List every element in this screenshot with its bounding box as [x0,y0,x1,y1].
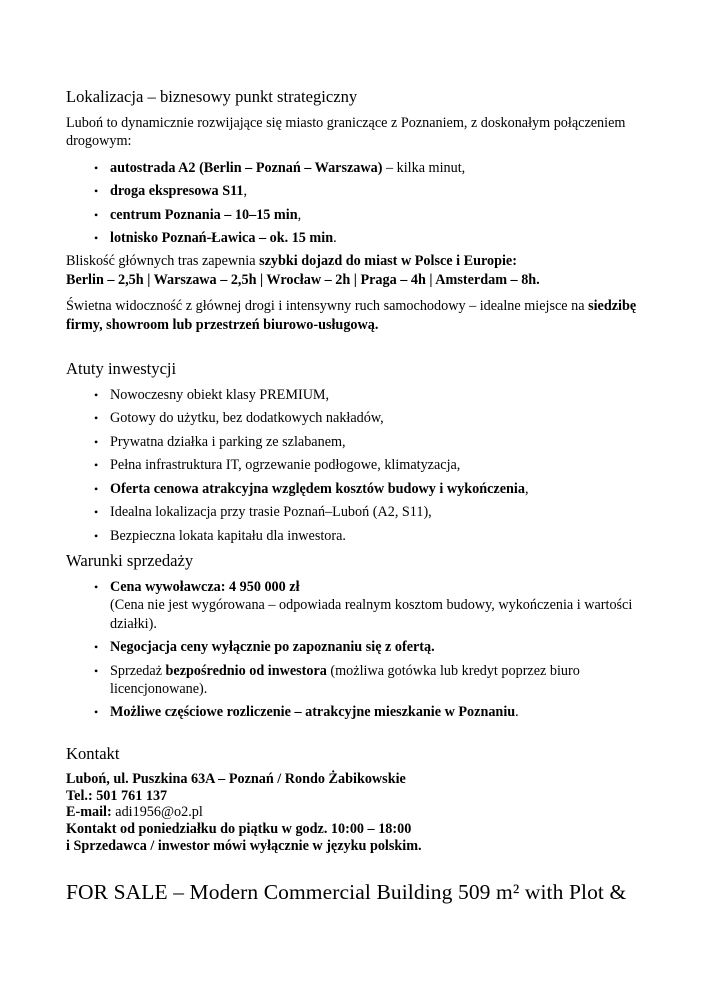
list-item [110,182,659,200]
bold-text: i Sprzedawca / inwestor mówi wyłącznie w języku polskim. [66,837,422,854]
paragraph [66,114,659,151]
list-item [110,578,659,633]
bold-text: Możliwe częściowe rozliczenie – atrakcyjne mieszkanie w Poznaniu [110,704,516,721]
text: Świetna widoczność z głównej drogi i intensywny ruch samochodowy – idealne miejsce na [66,298,589,315]
text: , [297,206,302,223]
text: Prywatna działka i parking ze szlabanem, [110,433,346,450]
bold-text: droga ekspresowa S11 [110,183,244,200]
bold-text: siedzibę firmy, showroom lub przestrzeń biurowo-usługową. [66,298,637,333]
text: . [333,230,337,247]
bold-text: Tel.: 501 761 137 [66,787,168,804]
bold-text: centrum Poznania – 10–15 min [110,206,298,223]
blank-line [66,855,659,871]
list-item [110,159,659,177]
bold-text: bezpośrednio od inwestora [165,662,327,679]
list-item [110,386,659,404]
text: – kilka minut, [382,159,466,176]
list-item [110,433,659,451]
list-item [110,703,659,721]
paragraph [66,297,659,334]
list-item [110,662,659,699]
bold-text: szybki dojazd do miast w Polsce i Europie: [259,253,517,270]
bullet-list [66,386,659,545]
list-item [110,409,659,427]
list-item [110,503,659,521]
contact-line [66,771,659,788]
bold-text: lotnisko Poznań-Ławica – ok. 15 min [110,230,334,247]
text: , [524,480,529,497]
paragraph [66,252,659,289]
bold-text: Oferta cenowa atrakcyjna względem kosztów budowy i wykończenia [110,480,525,497]
list-item [110,638,659,656]
text: Sprzedaż [110,662,166,679]
document-body [66,86,659,871]
section-heading: Lokalizacja – biznesowy punkt strategiczny [66,87,358,106]
contact-line [66,788,659,805]
text: (możliwa gotówka lub kredyt poprzez biuro licencjonowane). [110,662,580,697]
contact-line [66,821,659,838]
list-item [110,206,659,224]
text: adi1956@o2.pl [111,804,203,821]
text: Nowoczesny obiekt klasy PREMIUM, [110,387,330,404]
list-item [110,527,659,545]
bullet-list [66,159,659,248]
text: Idealna lokalizacja przy trasie Poznań–Luboń (A2, S11), [110,504,432,521]
text: , [243,183,248,200]
text: Bezpieczna lokata kapitału dla inwestora. [110,527,346,544]
bold-text: Berlin – 2,5h | Warszawa – 2,5h | Wrocław – 2h | Praga – 4h | Amsterdam – 8h. [66,271,540,288]
text: (Cena nie jest wygórowana – odpowiada realnym kosztom budowy, wykończenia i wartości działki). [110,597,633,632]
list-item [110,229,659,247]
text: Bliskość głównych tras zapewnia [66,253,260,270]
text: Gotowy do użytku, bez dodatkowych nakładów, [110,410,384,427]
contact-line [66,838,659,855]
bold-text: E-mail: [66,804,112,821]
bold-text: Luboń, ul. Puszkina 63A – Poznań / Rondo Żabikowskie [66,770,406,787]
document-title: FOR SALE – Modern Commercial Building 509 m² with Plot & [66,879,627,904]
bullet-list [66,578,659,722]
text: Pełna infrastruktura IT, ogrzewanie podłogowe, klimatyzacja, [110,457,461,474]
text: Luboń to dynamicznie rozwijające się miasto graniczące z Poznaniem, z doskonałym połączeniem drogowym: [66,115,626,150]
section-heading: Atuty inwestycji [66,359,177,379]
bold-text: autostrada A2 (Berlin – Poznań – Warszawa) [110,159,383,176]
contact-block [66,771,659,855]
bold-text: Kontakt od poniedziałku do piątku w godz. 10:00 – 18:00 [66,821,412,838]
section-heading: Kontakt [66,743,120,763]
list-item [110,456,659,474]
bold-text: Cena wywoławcza: 4 950 000 zł [110,578,300,595]
contact-line [66,804,659,821]
bold-text: Negocjacja ceny wyłącznie po zapoznaniu się z ofertą. [110,639,435,656]
list-item [110,480,659,498]
section-heading: Warunki sprzedaży [66,550,194,570]
blank-line [66,342,659,358]
text: . [515,704,519,721]
blank-line [66,727,659,743]
